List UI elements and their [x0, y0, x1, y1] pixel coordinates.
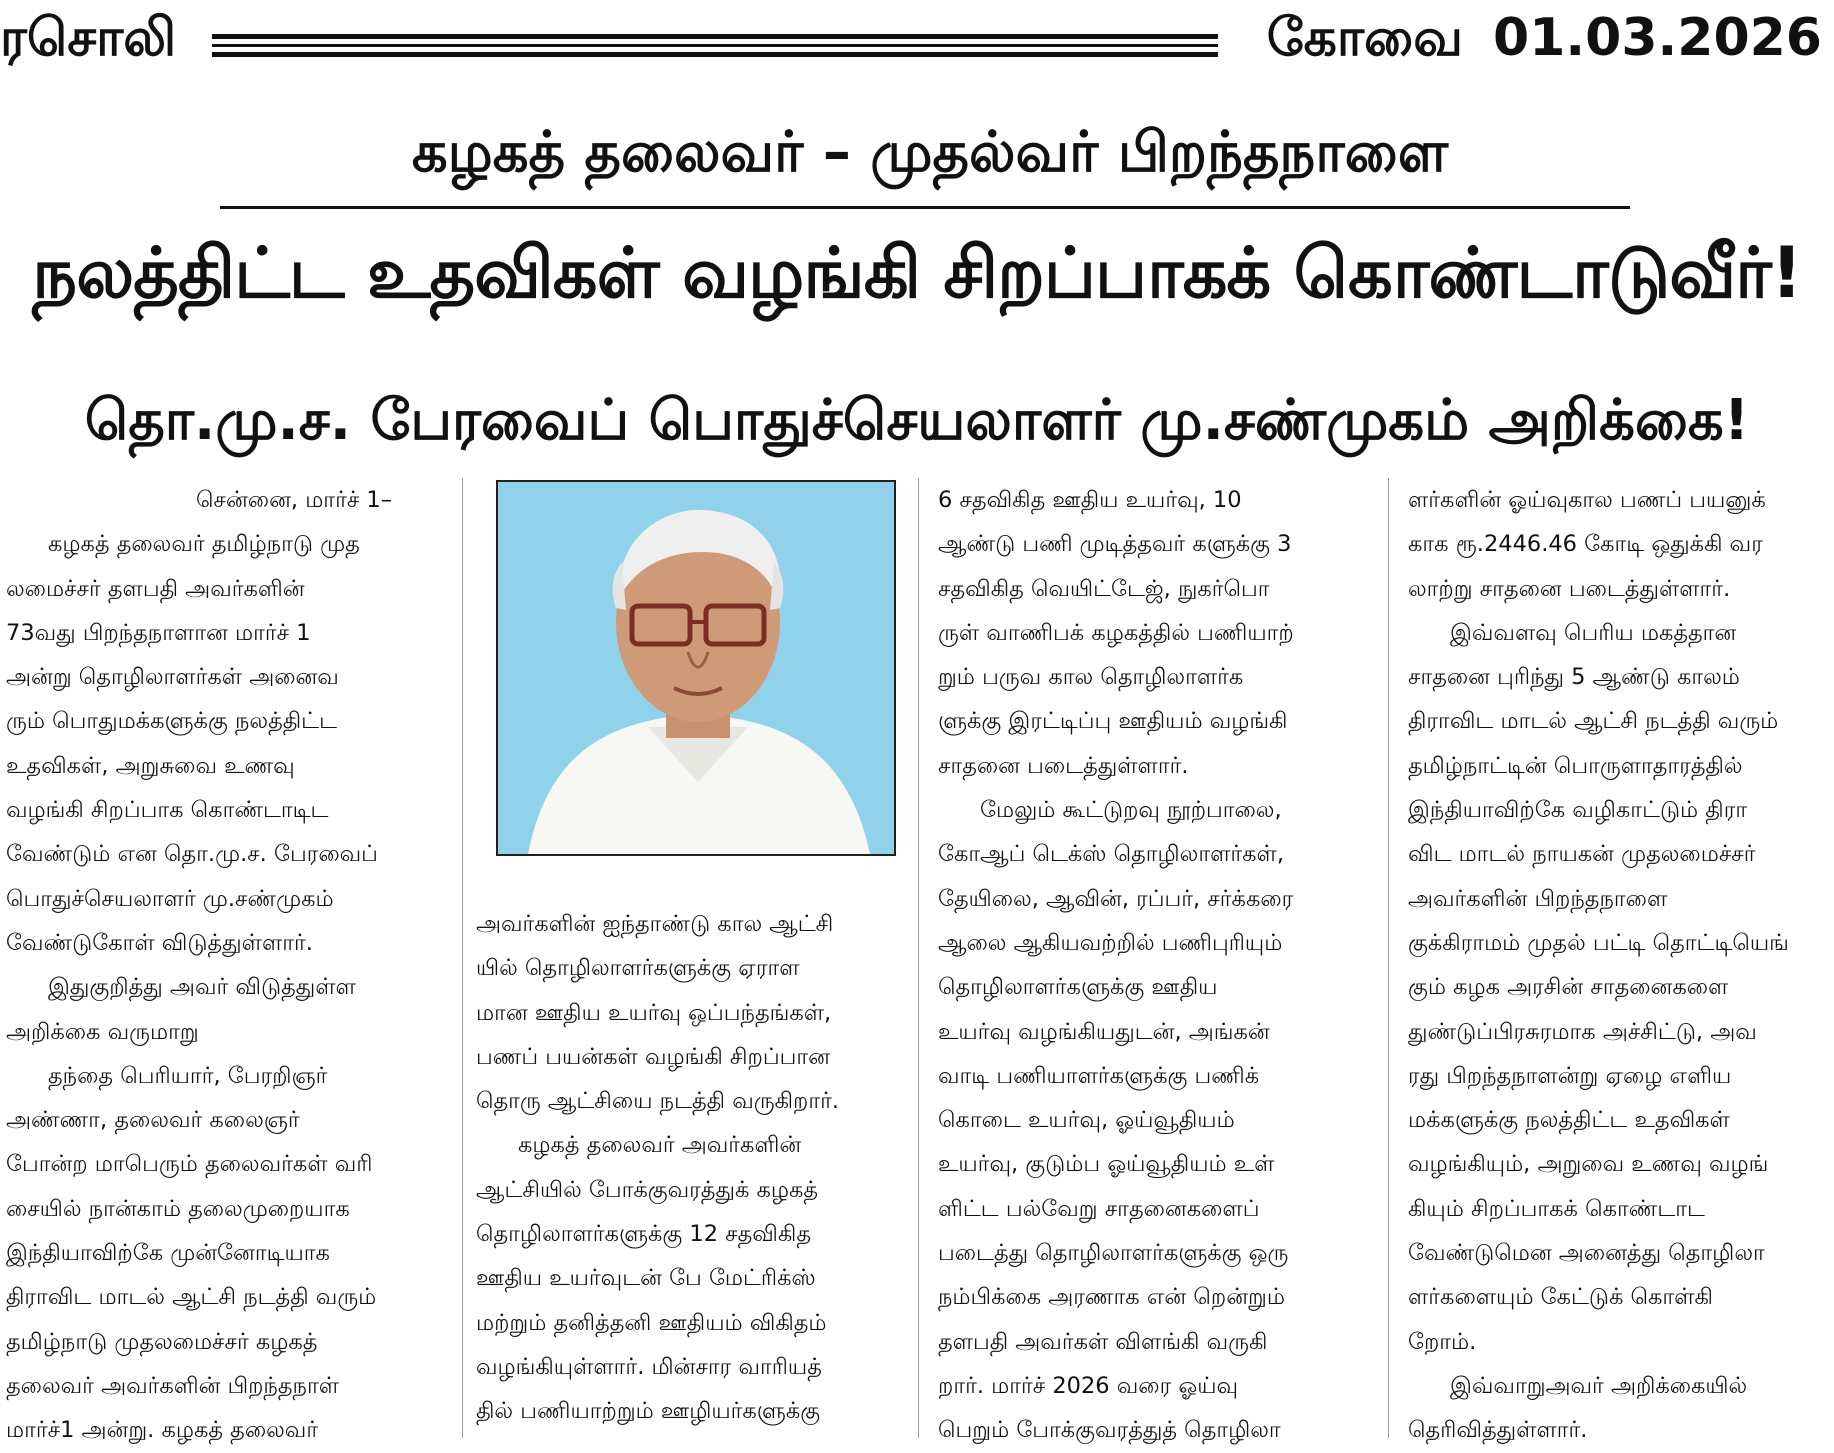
body-line: உதவிகள், அறுசுவை உணவு	[6, 752, 295, 779]
body-line: இந்தியாவிற்கே வழிகாட்டும் திரா	[1408, 797, 1748, 824]
body-line: ஊதிய உயர்வுடன் பே மேட்ரிக்ஸ்	[476, 1265, 816, 1292]
masthead-rule	[212, 44, 1218, 47]
body-line: பொதுச்செயலாளர் மு.சண்முகம்	[6, 885, 334, 912]
body-line: அன்று தொழிலாளர்கள் அனைவ	[6, 664, 339, 691]
body-line: ளிட்ட பல்வேறு சாதனைகளைப்	[938, 1195, 1260, 1222]
body-line: லமைச்சர் தளபதி அவர்களின்	[6, 575, 305, 602]
body-line: பெறும் போக்குவரத்துத் தொழிலா	[938, 1417, 1281, 1444]
body-line: பணப் பயன்கள் வழங்கி சிறப்பான	[476, 1043, 830, 1070]
body-line: மேலும் கூட்டுறவு நூற்பாலை,	[980, 797, 1282, 824]
body-line: தொழிலாளர்களுக்கு 12 சதவிகித	[476, 1221, 811, 1248]
masthead-rule	[212, 52, 1218, 57]
body-line: துண்டுப்பிரசுரமாக அச்சிட்டு, அவ	[1408, 1018, 1757, 1045]
body-line: தமிழ்நாடு முதலமைச்சர் கழகத்	[6, 1328, 318, 1355]
body-line: கோஆப் டெக்ஸ் தொழிலாளர்கள்,	[938, 841, 1285, 868]
article-headline: நலத்திட்ட உதவிகள் வழங்கி சிறப்பாகக் கொண்டாடுவீர்!	[32, 232, 1802, 314]
body-line: அவர்களின் பிறந்தநாளை	[1408, 885, 1668, 912]
body-line: றும் பருவ கால தொழிலாளர்க	[938, 664, 1244, 691]
body-line: ஆட்சியில் போக்குவரத்துக் கழகத்	[476, 1176, 819, 1203]
article-column-1	[6, 478, 426, 1453]
body-line: உயர்வு, குடும்ப ஓய்வூதியம் உள்	[938, 1151, 1275, 1178]
body-line: தெரிவித்துள்ளார்.	[1408, 1417, 1588, 1444]
body-line: தளபதி அவர்கள் விளங்கி வருகி	[938, 1328, 1268, 1355]
body-line: போன்ற மாபெரும் தலைவர்கள் வரி	[6, 1151, 373, 1178]
body-line: வழங்கியும், அறுவை உணவு வழங்	[1408, 1151, 1769, 1178]
body-line: கொடை உயர்வு, ஓய்வூதியம்	[938, 1107, 1235, 1134]
article-column-4	[1408, 478, 1828, 1453]
body-line: காக ரூ.2446.46 கோடி ஒதுக்கி வர	[1408, 531, 1763, 558]
portrait-photo	[496, 480, 896, 856]
newspaper-name: ரசொலி	[0, 8, 177, 68]
body-line: மார்ச்1 அன்று. கழகத் தலைவர்	[6, 1417, 319, 1444]
body-line: நம்பிக்கை அரணாக என் றென்றும்	[938, 1284, 1285, 1311]
body-line: கும் கழக அரசின் சாதனைகளை	[1408, 974, 1729, 1001]
body-line: சையில் நான்காம் தலைமுறையாக	[6, 1195, 350, 1222]
body-line: தந்தை பெரியார், பேரறிஞர்	[48, 1062, 328, 1089]
body-line: ருள் வாணிபக் கழகத்தில் பணியாற்	[938, 619, 1294, 646]
body-line: ஆண்டு பணி முடித்தவர் களுக்கு 3	[938, 531, 1292, 558]
body-line: கழகத் தலைவர் தமிழ்நாடு முத	[48, 531, 360, 558]
body-line: வேண்டும் என தொ.மு.ச. பேரவைப்	[6, 841, 378, 868]
kicker-underline	[220, 206, 1630, 209]
dateline-city: கோவை	[1266, 8, 1464, 68]
article-subhead: தொ.மு.ச. பேரவைப் பொதுச்செயலாளர் மு.சண்முகம் அறிக்கை!	[84, 388, 1750, 453]
body-line: சதவிகித வெயிட்டேஜ், நுகர்பொ	[938, 575, 1270, 602]
body-line: றோம்.	[1408, 1328, 1477, 1355]
body-line: உயர்வு வழங்கியதுடன், அங்கன்	[938, 1018, 1270, 1045]
masthead	[0, 0, 1834, 96]
body-line: கியும் சிறப்பாகக் கொண்டாட	[1408, 1195, 1705, 1222]
body-line: விட மாடல் நாயகன் முதலமைச்சர்	[1408, 841, 1756, 868]
body-line: திராவிட மாடல் ஆட்சி நடத்தி வரும்	[1408, 708, 1779, 735]
body-line: வழங்கி சிறப்பாக கொண்டாடிட	[6, 797, 329, 824]
body-line: வழங்கியுள்ளார். மின்சார வாரியத்	[476, 1353, 822, 1380]
body-line: இந்தியாவிற்கே முன்னோடியாக	[6, 1240, 330, 1267]
body-line: யில் தொழிலாளர்களுக்கு ஏராள	[476, 955, 800, 982]
body-line: கழகத் தலைவர் அவர்களின்	[518, 1132, 802, 1159]
body-line: ளர்களின் ஓய்வுகால பணப் பயனுக்	[1408, 487, 1766, 513]
body-line: அண்ணா, தலைவர் கலைஞர்	[6, 1107, 300, 1134]
portrait-icon	[498, 482, 894, 854]
body-line: அறிக்கை வருமாறு	[6, 1018, 199, 1045]
body-line: தொரு ஆட்சியை நடத்தி வருகிறார்.	[476, 1088, 840, 1115]
dateline-text: சென்னை, மார்ச் 1–	[196, 487, 392, 513]
body-line: இதுகுறித்து அவர் விடுத்துள்ள	[48, 974, 356, 1001]
body-line: மான ஊதிய உயர்வு ஒப்பந்தங்கள்,	[476, 999, 832, 1026]
body-line: வேண்டுமென அனைத்து தொழிலா	[1408, 1240, 1765, 1267]
body-line: திராவிட மாடல் ஆட்சி நடத்தி வரும்	[6, 1284, 377, 1311]
column-divider	[918, 478, 919, 1438]
column-divider	[462, 478, 463, 1438]
body-line: அவர்களின் ஐந்தாண்டு கால ஆட்சி	[476, 911, 834, 937]
article-column-2	[476, 902, 896, 1434]
body-line: தேயிலை, ஆவின், ரப்பர், சர்க்கரை	[938, 885, 1294, 912]
body-line: வாடி பணியாளர்களுக்கு பணிக்	[938, 1062, 1260, 1089]
dateline	[1267, 8, 1822, 75]
body-line: றார். மார்ச் 2026 வரை ஓய்வு	[938, 1372, 1239, 1399]
body-line: இவ்வாறுஅவர் அறிக்கையில்	[1450, 1372, 1748, 1399]
body-line: தொழிலாளர்களுக்கு ஊதிய	[938, 974, 1218, 1001]
body-line: வேண்டுகோள் விடுத்துள்ளார்.	[6, 929, 313, 956]
article-column-3	[938, 478, 1368, 1453]
body-line: மக்களுக்கு நலத்திட்ட உதவிகள்	[1408, 1107, 1730, 1134]
body-line: ரது பிறந்தநாளன்று ஏழை எளிய	[1408, 1062, 1732, 1089]
body-line: தலைவர் அவர்களின் பிறந்தநாள்	[6, 1372, 340, 1399]
masthead-rule	[212, 34, 1218, 39]
body-line: குக்கிராமம் முதல் பட்டி தொட்டியெங்	[1408, 929, 1789, 956]
body-line: தில் பணியாற்றும் ஊழியர்களுக்கு	[476, 1398, 821, 1425]
body-line: லாற்று சாதனை படைத்துள்ளார்.	[1408, 575, 1731, 602]
body-line: ளுக்கு இரட்டிப்பு ஊதியம் வழங்கி	[938, 708, 1288, 735]
dateline-date: 01.03.2026	[1493, 8, 1822, 68]
body-line: இவ்வளவு பெரிய மகத்தான	[1450, 619, 1737, 646]
body-line: சாதனை படைத்துள்ளார்.	[938, 752, 1189, 779]
column-divider	[1388, 478, 1389, 1438]
body-line: 6 சதவிகித ஊதிய உயர்வு, 10	[938, 487, 1242, 513]
body-line: படைத்து தொழிலாளர்களுக்கு ஒரு	[938, 1240, 1289, 1267]
body-line: தமிழ்நாட்டின் பொருளாதாரத்தில்	[1408, 752, 1743, 779]
body-line: மற்றும் தனித்தனி ஊதியம் விகிதம்	[476, 1309, 827, 1336]
article-kicker: கழகத் தலைவர் – முதல்வர் பிறந்தநாளை	[411, 120, 1449, 185]
body-line: ரும் பொதுமக்களுக்கு நலத்திட்ட	[6, 708, 337, 735]
body-line: ஆலை ஆகியவற்றில் பணிபுரியும்	[938, 929, 1283, 956]
body-line: சாதனை புரிந்து 5 ஆண்டு காலம்	[1408, 664, 1740, 691]
body-line: ளர்களையும் கேட்டுக் கொள்கி	[1408, 1284, 1713, 1311]
body-line: 73வது பிறந்தநாளான மார்ச் 1	[6, 619, 311, 646]
